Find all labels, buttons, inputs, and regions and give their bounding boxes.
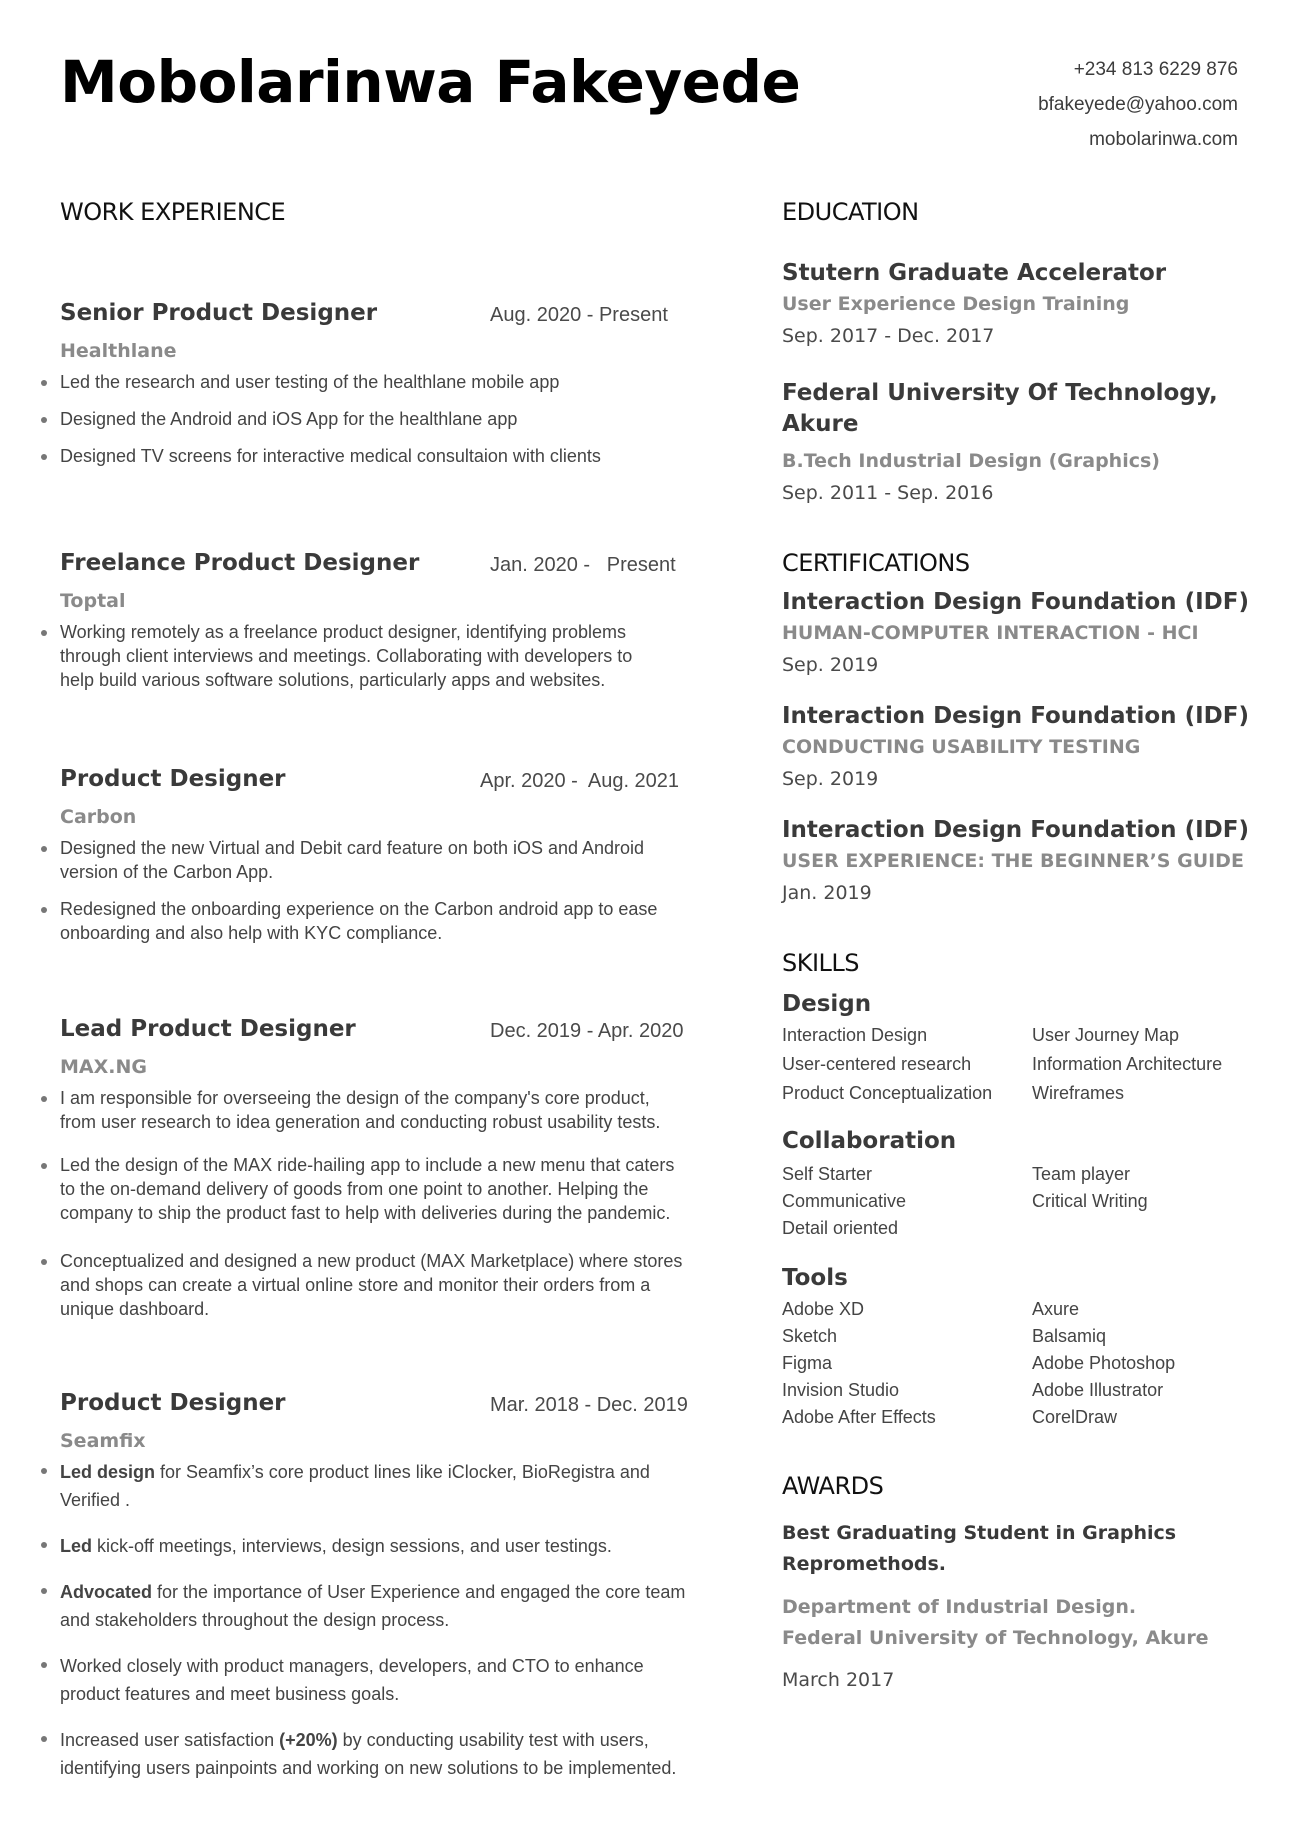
skill-item: Adobe Illustrator (1032, 1380, 1164, 1400)
job-entry (60, 300, 700, 481)
skill-item: Self Starter (782, 1164, 873, 1184)
award-date: March 2017 (782, 1669, 895, 1691)
job-bullet: Led the research and user testing of the healthlane mobile app (60, 370, 700, 394)
job-bullet: Led the design of the MAX ride-hailing app to include a new menu that caters to the on-demand delivery of goods from one point to another. Helping the company to ship the product fast to help with deliveries during the pandemic. (60, 1153, 690, 1225)
skill-item: Axure (1032, 1299, 1080, 1319)
certification-org: Interaction Design Foundation (IDF) (782, 817, 1249, 843)
section-title-awards: AWARDS (782, 1472, 884, 1500)
skill-item: Information Architecture (1032, 1054, 1223, 1074)
contact-info (1038, 52, 1238, 157)
degree: User Experience Design Training (782, 293, 1130, 315)
job-bullet: Increased user satisfaction (+20%) by conducting usability test with users, identifying users painpoints and working on new solutions to be implemented. (60, 1726, 695, 1782)
skill-category: Design (782, 991, 872, 1017)
section-title-education: EDUCATION (782, 198, 919, 226)
job-bullet: Led kick-off meetings, interviews, design sessions, and user testings. (60, 1532, 695, 1560)
job-title: Product Designer (60, 766, 286, 792)
skill-item: Invision Studio (782, 1380, 900, 1400)
skill-item: Sketch (782, 1326, 838, 1346)
skill-item: Team player (1032, 1164, 1131, 1184)
education-section (782, 198, 1252, 509)
school-name: Federal University Of Technology, Akure (782, 380, 1218, 437)
skill-item: User Journey Map (1032, 1025, 1180, 1045)
email-address: bfakeyede@yahoo.com (1038, 94, 1238, 115)
skill-item: Detail oriented (782, 1218, 899, 1238)
skill-item: Product Conceptualization (782, 1083, 993, 1103)
degree: B.Tech Industrial Design (Graphics) (782, 450, 1160, 472)
skill-item: Adobe After Effects (782, 1407, 936, 1427)
skill-item: Balsamiq (1032, 1326, 1107, 1346)
award-name: Best Graduating Student in Graphics Repromethods. (782, 1522, 1177, 1575)
phone-number: +234 813 6229 876 (1073, 59, 1238, 80)
skill-list (782, 1025, 1252, 1104)
certification-entry (782, 587, 1252, 681)
skill-category: Collaboration (782, 1128, 957, 1154)
skill-item: Wireframes (1032, 1083, 1125, 1103)
awards-section (782, 1472, 1252, 1696)
education-entry (782, 378, 1252, 509)
certification-date: Sep. 2019 (782, 654, 879, 676)
certifications-section (782, 549, 1252, 909)
certification-entry (782, 701, 1252, 795)
work-experience-section (60, 198, 700, 1778)
certification-org: Interaction Design Foundation (IDF) (782, 589, 1249, 615)
job-title: Lead Product Designer (60, 1016, 356, 1042)
education-date: Sep. 2011 - Sep. 2016 (782, 482, 994, 504)
skill-item: CorelDraw (1032, 1407, 1118, 1427)
certification-org: Interaction Design Foundation (IDF) (782, 703, 1249, 729)
award-institution: Federal University of Technology, Akure (782, 1627, 1209, 1649)
job-date: Aug. 2020 - Present (490, 304, 668, 326)
company-name: Toptal (60, 590, 126, 612)
skill-item: Figma (782, 1353, 833, 1373)
company-name: Healthlane (60, 340, 177, 362)
award-department: Department of Industrial Design. (782, 1596, 1137, 1618)
certification-course: HUMAN-COMPUTER INTERACTION - HCI (782, 622, 1199, 644)
job-bullet: Working remotely as a freelance product designer, identifying problems through client interviews and meetings. Collaborating with developers to help build various software solutions, particularly apps and websites. (60, 620, 660, 692)
job-bullet: Redesigned the onboarding experience on the Carbon android app to ease onboarding and also help with KYC compliance. (60, 897, 680, 945)
certification-course: USER EXPERIENCE: THE BEGINNER’S GUIDE (782, 850, 1244, 872)
skills-section (782, 949, 1252, 1428)
company-name: Seamfix (60, 1430, 146, 1452)
candidate-name: Mobolarinwa Fakeyede (60, 48, 801, 116)
job-bullet: Conceptualized and designed a new product (MAX Marketplace) where stores and shops can create a virtual online store and monitor their orders from a unique dashboard. (60, 1249, 690, 1321)
job-bullet: Designed the new Virtual and Debit card feature on both iOS and Android version of the Carbon App. (60, 836, 680, 884)
certification-course: CONDUCTING USABILITY TESTING (782, 736, 1141, 758)
job-title: Senior Product Designer (60, 300, 378, 326)
job-date: Jan. 2020 - Present (490, 554, 676, 576)
job-date: Mar. 2018 - Dec. 2019 (490, 1394, 688, 1416)
job-entry (60, 766, 700, 958)
sidebar-column (782, 198, 1252, 1696)
certification-date: Jan. 2019 (782, 882, 872, 904)
skill-item: Communicative (782, 1191, 907, 1211)
job-bullet: Worked closely with product managers, developers, and CTO to enhance product features and meet business goals. (60, 1652, 695, 1708)
skill-list (782, 1299, 1252, 1428)
skill-item: Adobe Photoshop (1032, 1353, 1176, 1373)
skill-item: User-centered research (782, 1054, 972, 1074)
job-bullet: Led design for Seamfix’s core product lines like iClocker, BioRegistra and Verified . (60, 1458, 695, 1514)
education-entry (782, 258, 1252, 352)
job-bullet: Designed the Android and iOS App for the healthlane app (60, 407, 700, 431)
education-date: Sep. 2017 - Dec. 2017 (782, 325, 995, 347)
job-bullet: I am responsible for overseeing the design of the company's core product, from user research to idea generation and conducting robust usability tests. (60, 1086, 690, 1134)
job-title: Freelance Product Designer (60, 550, 420, 576)
job-date: Apr. 2020 - Aug. 2021 (480, 770, 680, 792)
website: mobolarinwa.com (1089, 129, 1238, 150)
certification-entry (782, 815, 1252, 909)
job-entry (60, 1016, 700, 1334)
job-title: Product Designer (60, 1390, 286, 1416)
job-entry (60, 1390, 700, 1800)
skill-category: Tools (782, 1265, 848, 1291)
skill-item: Critical Writing (1032, 1191, 1148, 1211)
job-bullet: Designed TV screens for interactive medical consultaion with clients (60, 444, 700, 468)
section-title-skills: SKILLS (782, 949, 860, 977)
skill-list (782, 1164, 1252, 1239)
certification-date: Sep. 2019 (782, 768, 879, 790)
company-name: Carbon (60, 806, 137, 828)
skill-item: Adobe XD (782, 1299, 865, 1319)
company-name: MAX.NG (60, 1056, 147, 1078)
job-date: Dec. 2019 - Apr. 2020 (490, 1020, 684, 1042)
school-name: Stutern Graduate Accelerator (782, 260, 1167, 286)
skill-item: Interaction Design (782, 1025, 928, 1045)
job-entry (60, 550, 700, 705)
section-title-certifications: CERTIFICATIONS (782, 549, 970, 577)
section-title-work: WORK EXPERIENCE (60, 198, 286, 226)
job-bullet: Advocated for the importance of User Experience and engaged the core team and stakeholders throughout the design process. (60, 1578, 695, 1634)
